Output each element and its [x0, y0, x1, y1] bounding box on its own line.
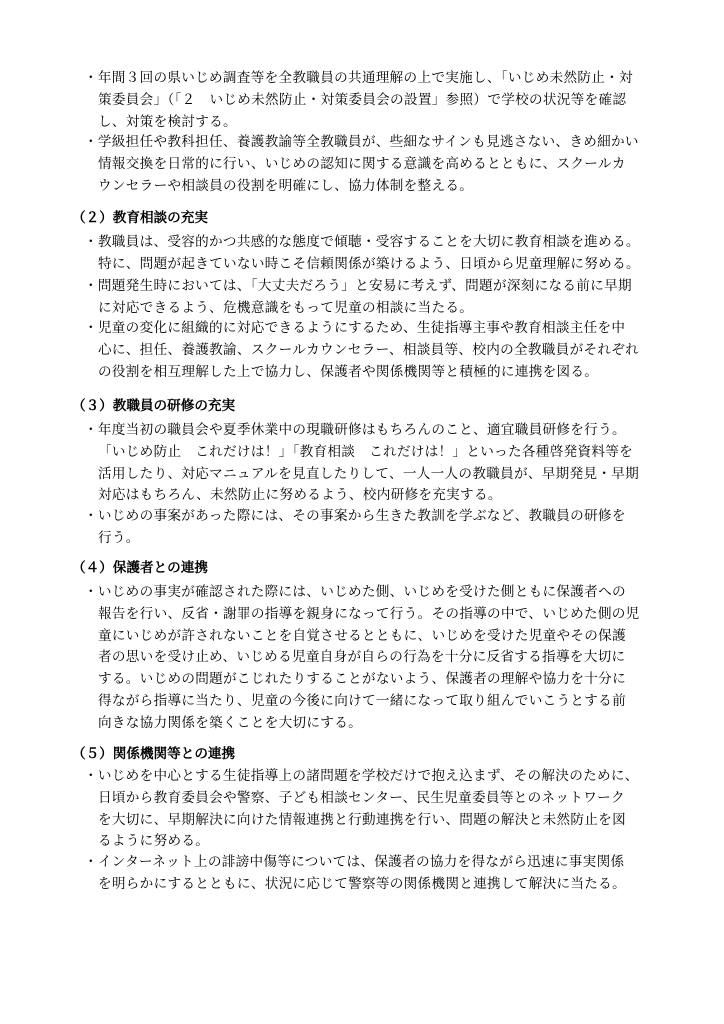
bullet-line: ・インターネット上の誹謗中傷等については、保護者の協力を得ながら迅速に事実関係: [84, 854, 625, 870]
bullet-line: ・問題発生時においては、「大丈夫だろう」と安易に考えず、問題が深刻になる前に早期: [84, 278, 632, 294]
bullet-line: ・学級担任や教科担任、養護教諭等全教職員が、些細なサインも見逃さない、きめ細かい: [84, 134, 639, 150]
bullet-continuation-line: する。いじめの問題がこじれたりすることがないよう、保護者の理解や協力を十分に: [98, 671, 626, 688]
bullet-continuation-line: 行う。: [98, 529, 140, 546]
bullet-continuation-line: し、対策を検討する。: [98, 113, 237, 130]
section-heading: （５）関係機関等との連携: [72, 746, 236, 762]
bullet-continuation-line: 向きな協力関係を築くことを大切にする。: [98, 714, 362, 731]
bullet-continuation-line: 「いじめ防止 これだけは！」「教育相談 これだけは！」といった各種啓発資料等を: [98, 443, 634, 460]
bullet-line: ・年度当初の職員会や夏季休業中の現職研修はもちろんのこと、適宜職員研修を行う。: [84, 422, 626, 438]
bullet-continuation-line: 日頃から教育委員会や警察、子ども相談センター、民生児童委員等とのネットワーク: [98, 789, 625, 806]
bullet-line: ・いじめの事案があった際には、その事案から生きた教訓を学ぶなど、教職員の研修を: [84, 508, 626, 524]
bullet-continuation-line: るように努める。: [98, 833, 210, 850]
bullet-continuation-line: を明らかにするとともに、状況に応じて警察等の関係機関と連携して解決に当たる。: [98, 875, 626, 892]
bullet-line: ・児童の変化に組織的に対応できるようにするため、生徒指導主事や教育相談主任を中: [84, 320, 626, 336]
section-heading: （２）教育相談の充実: [72, 210, 208, 226]
bullet-continuation-line: 心に、担任、養護教諭、スクールカウンセラー、相談員等、校内の全教職員がそれぞれ: [98, 341, 640, 358]
bullet-line: ・年間３回の県いじめ調査等を全教職員の共通理解の上で実施し、「いじめ未然防止・対: [84, 70, 633, 86]
bullet-continuation-line: ウンセラーや相談員の役割を明確にし、協力体制を整える。: [98, 177, 474, 194]
bullet-continuation-line: の役割を相互理解した上で協力し、保護者や関係機関等と積極的に連携を図る。: [98, 363, 599, 380]
bullet-continuation-line: 情報交換を日常的に行い、いじめの認知に関する意識を高めるとともに、スクールカ: [98, 155, 626, 172]
bullet-continuation-line: に対応できるよう、危機意識をもって児童の相談に当たる。: [98, 299, 474, 316]
bullet-continuation-line: 対応はもちろん、未然防止に努めるよう、校内研修を充実する。: [98, 487, 502, 504]
bullet-continuation-line: 得ながら指導に当たり、児童の今後に向けて一緒になって取り組んでいこうとする前: [98, 693, 626, 709]
bullet-line: ・いじめの事実が確認された際には、いじめた側、いじめを受けた側ともに保護者への: [84, 584, 626, 600]
bullet-continuation-line: 報告を行い、反省・謝罪の指導を親身になって行う。その指導の中で、いじめた側の児: [98, 605, 640, 622]
section-heading: （４）保護者との連携: [72, 560, 208, 576]
bullet-continuation-line: 者の思いを受け止め、いじめる児童自身が自らの行為を十分に反省する指導を大切に: [98, 649, 626, 666]
bullet-continuation-line: 特に、問題が起きていない時こそ信頼関係が築けるよう、日頃から児童理解に努める。: [98, 255, 640, 272]
bullet-continuation-line: 童にいじめが許されないことを自覚させるとともに、いじめを受けた児童やその保護: [98, 627, 626, 644]
bullet-line: ・教職員は、受容的かつ共感的な態度で傾聴・受容することを大切に教育相談を進める。: [84, 234, 640, 250]
bullet-continuation-line: 活用したり、対応マニュアルを見直したりして、一人一人の教職員が、早期発見・早期: [98, 465, 640, 482]
section-heading: （３）教職員の研修の充実: [72, 398, 236, 414]
bullet-continuation-line: 策委員会」（「２ いじめ未然防止・対策委員会の設置」参照）で学校の状況等を確認: [98, 91, 627, 108]
bullet-continuation-line: を大切に、早期解決に向けた情報連携と行動連携を行い、問題の解決と未然防止を図: [98, 811, 626, 828]
bullet-line: ・いじめを中心とする生徒指導上の諸問題を学校だけで抱え込まず、その解決のために、: [84, 768, 639, 784]
